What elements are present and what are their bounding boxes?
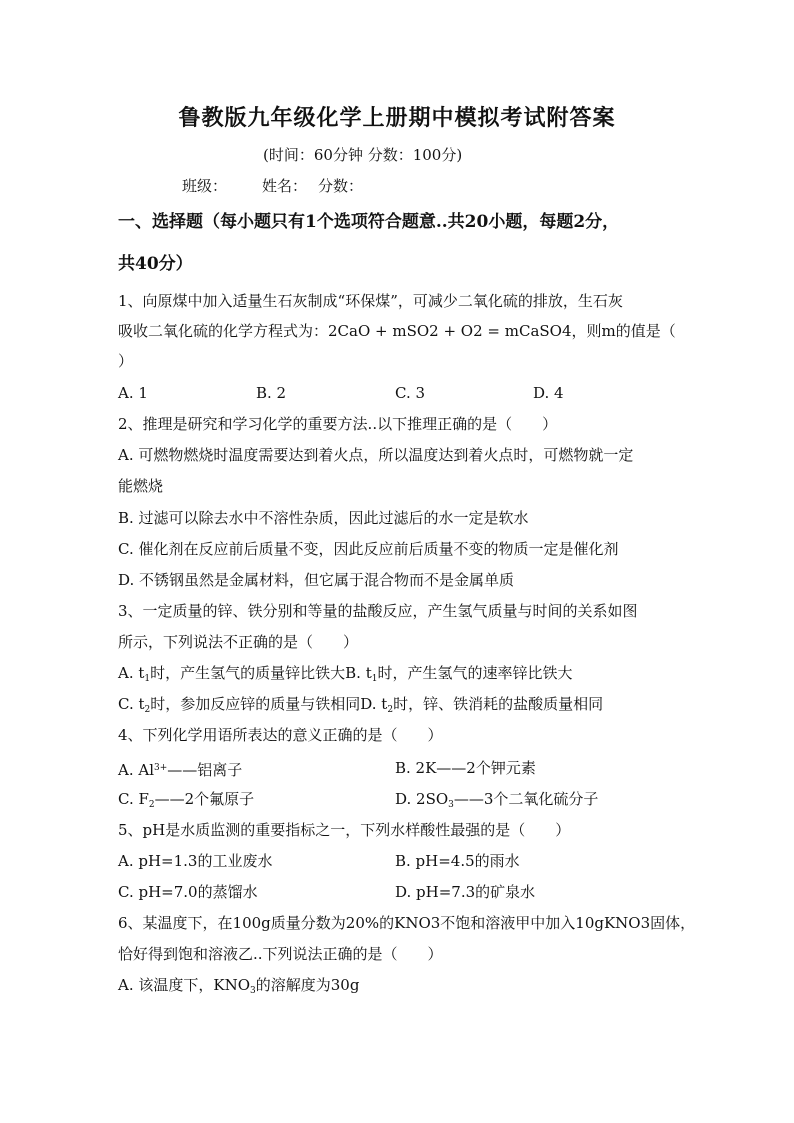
- score-label: 分数：: [318, 177, 364, 195]
- question-4-option-d: D. $2SO_3——3$个二氧化硫分子: [395, 790, 599, 810]
- question-2-option-d: D. 不锈钢虽然是金属材料，但它属于混合物而不是金属单质: [118, 571, 515, 589]
- question-3-option-b: B. $t_1$时，产生氢气的速率锌比铁大: [345, 664, 573, 684]
- question-3-options-cd: [118, 695, 603, 719]
- question-1-option-a: A. 1: [118, 384, 148, 402]
- name-label: 姓名：: [262, 177, 308, 195]
- section-heading: 一、选择题（每小题只有1个选项符合题意..共20小题，每题2分，: [118, 212, 620, 232]
- question-2-stem: 2、推理是研究和学习化学的重要方法..以下推理正确的是（ ）: [118, 415, 558, 433]
- question-6-option-a: A. 该温度下，$KNO_3$的溶解度为30g: [118, 976, 360, 996]
- question-1-option-d: D. 4: [533, 384, 564, 402]
- question-1-option-c: C. 3: [395, 384, 426, 402]
- question-5-option-b: B. pH=4.5的雨水: [395, 852, 520, 870]
- question-4-option-c: C. $F_2——2$个氟原子: [118, 790, 255, 810]
- question-5-option-c: C. pH=7.0的蒸馏水: [118, 883, 258, 901]
- question-6-line-1: 6、某温度下，在100g质量分数为20%的KNO3不饱和溶液甲中加入10gKNO3固体，: [118, 914, 696, 932]
- question-4-option-a: A. $Al^{3+}——$铝离子: [118, 761, 243, 779]
- question-1-line-1: 1、向原煤中加入适量生石灰制成“环保煤”，可减少二氧化硫的排放，生石灰: [118, 292, 623, 310]
- question-4-option-b: B. 2K——2个钾元素: [395, 759, 536, 777]
- question-5-option-a: A. pH=1.3的工业废水: [118, 852, 273, 870]
- question-3-option-a: A. $t_1$时，产生氢气的质量锌比铁大: [118, 664, 346, 684]
- question-2-option-b: B. 过滤可以除去水中不溶性杂质，因此过滤后的水一定是软水: [118, 509, 529, 527]
- question-3-options-ab: [118, 664, 573, 688]
- question-3-option-d: D. $t_2$时，锌、铁消耗的盐酸质量相同: [360, 695, 604, 715]
- question-1-line-2: 吸收二氧化硫的化学方程式为：2CaO + mSO2 + O2 = mCaSO4，则m的值是（: [118, 322, 676, 340]
- exam-meta: (时间：60分钟 分数：100分): [263, 146, 463, 164]
- question-3-line-1: 3、一定质量的锌、铁分别和等量的盐酸反应，产生氢气质量与时间的关系如图: [118, 602, 638, 620]
- question-2-option-c: C. 催化剂在反应前后质量不变，因此反应前后质量不变的物质一定是催化剂: [118, 540, 619, 558]
- question-5-stem: 5、pH是水质监测的重要指标之一，下列水样酸性最强的是（ ）: [118, 821, 571, 839]
- question-6-line-2: 恰好得到饱和溶液乙..下列说法正确的是（ ）: [118, 945, 443, 963]
- section-heading-cont: 共40分）: [118, 254, 193, 274]
- question-3-line-2: 所示，下列说法不正确的是（ ）: [118, 633, 359, 651]
- question-4-stem: 4、下列化学用语所表达的意义正确的是（ ）: [118, 726, 443, 744]
- question-2-option-a-cont: 能燃烧: [118, 477, 164, 495]
- question-1-option-b: B. 2: [256, 384, 287, 402]
- question-1-line-3: ）: [118, 352, 134, 370]
- question-2-option-a: A. 可燃物燃烧时温度需要达到着火点，所以温度达到着火点时，可燃物就一定: [118, 446, 634, 464]
- question-5-option-d: D. pH=7.3的矿泉水: [395, 883, 536, 901]
- question-3-option-c: C. $t_2$时，参加反应锌的质量与铁相同: [118, 695, 361, 715]
- document-title: 鲁教版九年级化学上册期中模拟考试附答案: [178, 105, 616, 131]
- class-label: 班级：: [182, 177, 228, 195]
